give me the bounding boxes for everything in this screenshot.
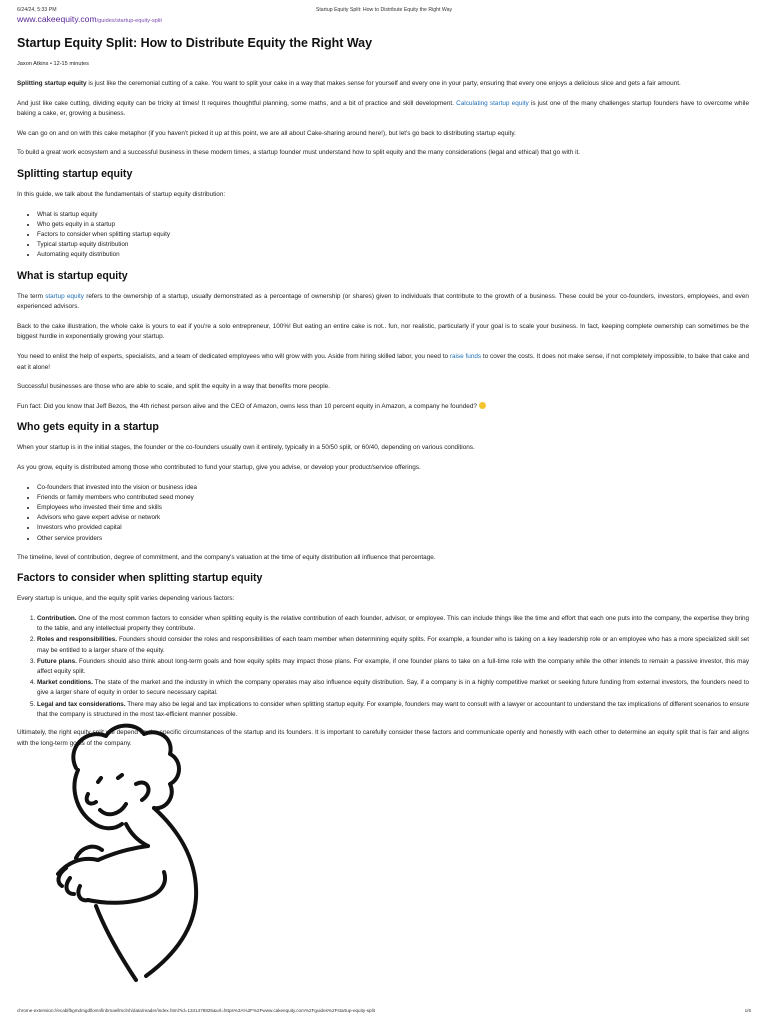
factor-name: Roles and responsibilities. — [37, 636, 118, 644]
section4-paragraph-1: Every startup is unique, and the equity split varies depending various factors: — [17, 595, 235, 603]
s2-p1-text-b: refers to the ownership of a startup, usually demonstrated as a percentage of ownership (or shares) given to individuals that contribute to the growth of a business. These could be your co-founders, investors, employees, and even experienced advisors. — [17, 292, 749, 311]
article-title: Startup Equity Split: How to Distribute Equity the Right Way — [17, 36, 373, 50]
hand-fingers — [58, 859, 98, 900]
list-item: • Typical startup equity distribution — [37, 240, 749, 250]
factor-text: Founders should consider the roles and responsibilities of each team member when determining equity splits. For example, a founder who is taking on a key leadership role or an employee who has a more specialized skill set may be entitled to a larger share of the equity. — [37, 636, 750, 654]
intro-p2-text-a: And just like cake cutting, dividing equity can be tricky at times! It requires thoughtful planning, some maths, and a bit of practice and skill development. — [17, 99, 457, 107]
face-nose — [87, 794, 96, 804]
site-url[interactable] — [17, 14, 162, 24]
arm-front — [98, 846, 148, 860]
section2-paragraph-2: Back to the cake illustration, the whole cake is yours to eat if you're a solo entrepreneur, 100%! But eating an entire cake is not.. fun, nor realistic, particularly if your goal is to scale your business. In fact, keeping complete ownership can sometimes be the biggest hurdle in exponentially growing your startup. — [17, 322, 749, 341]
intro-bold-term: Splitting startup equity — [17, 80, 87, 87]
section4-paragraph-2: Ultimately, the right equity split will depend on the specific circumstances of the startup and its founders. It is important to carefully consider these factors and communicate openly and honestly with each other to determine an equity split that is fair and aligns with the long-term goals of the company. — [17, 728, 749, 747]
list-item: • Friends or family members who contributed seed money — [37, 493, 749, 503]
equity-recipients-list — [17, 483, 749, 544]
person-illustration — [36, 718, 216, 986]
section3-paragraph-3: The timeline, level of contribution, degree of commitment, and the company's valuation at the time of equity distribution all influence that percentage. — [17, 553, 436, 561]
s2-p3-text-b: to cover the costs. It does not make sense, if not completely impossible, to bake that cake and eat it alone! — [17, 352, 749, 371]
section2-paragraph-4: Successful businesses are those who are able to scale, and split the equity in a way that benefits more people. — [17, 383, 330, 391]
factor-text: There may also be legal and tax implications to consider when splitting startup equity. For example, founders may want to consult with a lawyer or accountant to understand the tax implications of different scenarios to ensure that the company is structured in the most tax-efficient manner possible. — [37, 700, 749, 718]
list-item: • Other service providers — [37, 534, 749, 544]
intro-paragraph-3: We can go on and on with this cake metaphor (if you haven't picked it up at this point, we are all about Cake-sharing around here!), but let's go back to distributing startup equity. — [17, 129, 516, 137]
factor-name: Market conditions. — [37, 679, 93, 687]
factor-item — [37, 657, 749, 677]
section-heading-who-gets: Who gets equity in a startup — [17, 421, 159, 434]
print-footer-url: chrome-extension://ecabifbgmdmgdllomnfinbmaellmclnh/data/reader/index.html?id=1341478825&url=https%3A%2F%2Fwww.cakeequity.com%2Fguides%2Fstartup-equity-split — [17, 1008, 375, 1013]
print-datetime: 6/24/24, 5:33 PM — [17, 7, 57, 13]
factor-name: Contribution. — [37, 614, 77, 622]
factor-item — [37, 700, 749, 720]
intro-p2-text-b: is just one of the many challenges startup founders have to overcome while baking a cake, er, growing a business. — [17, 99, 749, 118]
print-footer — [17, 1008, 751, 1013]
factor-name: Future plans. — [37, 657, 77, 665]
list-item: • Who gets equity in a startup — [37, 220, 749, 230]
list-item: • Advisors who gave expert advise or network — [37, 513, 749, 523]
list-item: • Co-founders that invested into the vision or business idea — [37, 483, 749, 493]
intro-p1-text: is just like the ceremonial cutting of a cake. You want to split your cake in a way that makes sense for yourself and every one in your party, ensuring that every one enjoys a delicious slice and gets a fair amount. — [86, 80, 681, 87]
factor-name: Legal and tax considerations. — [37, 700, 126, 708]
list-item: • Automating equity distribution — [37, 250, 749, 260]
face-smile — [100, 804, 126, 814]
section3-paragraph-1: When your startup is in the initial stages, the founder or the co-founders usually own it entirely, typically in a 50/50 split, or 60/40, depending on various conditions. — [17, 444, 475, 452]
section2-paragraph-5 — [17, 402, 749, 413]
neck — [126, 824, 148, 846]
shoulder-back — [146, 808, 196, 976]
body-line — [96, 906, 136, 980]
raise-funds-link[interactable]: raise funds — [449, 352, 482, 360]
site-path: /guides/startup-equity-split — [96, 18, 162, 24]
print-page-number: 1/6 — [744, 1008, 751, 1013]
list-item: • Employees who invested their time and skills — [37, 503, 749, 513]
list-item: • Factors to consider when splitting startup equity — [37, 230, 749, 240]
smiley-emoji-icon — [479, 402, 486, 409]
s2-p3-text-a: You need to enlist the help of experts, specialists, and a team of dedicated employees who will grow with you. Aside from hiring skilled labor, you need to — [17, 352, 450, 360]
factors-list — [17, 614, 749, 720]
factor-text: The state of the market and the industry in which the company operates may also influence equity distribution. Say, if a company is in a highly competitive market or seeking future funding from external investors, the founders need to give a larger share of equity in order to secure necessary capital. — [37, 679, 749, 697]
section2-paragraph-1 — [17, 292, 749, 313]
intro-paragraph-2 — [17, 99, 749, 120]
factor-item — [37, 614, 749, 634]
section-heading-what-is: What is startup equity — [17, 269, 128, 282]
factor-text: One of the most common factors to consider when splitting equity is the relative contribution of each founder, advisor, or employee. This can include things like the time and effort that each one puts into the company, the expertise they bring to the table, and any intellectual property they contribute. — [37, 614, 749, 633]
article-byline: Jaxon Atkins • 12-15 minutes — [17, 61, 89, 67]
intro-paragraph-1 — [17, 79, 749, 90]
site-domain-link[interactable]: www.cakeequity.com — [17, 14, 97, 24]
hand-thumb — [76, 847, 102, 858]
face-ear — [136, 783, 149, 800]
factor-item — [37, 635, 749, 655]
s2-p1-text-a: The term — [17, 292, 46, 300]
list-item: • What is startup equity — [37, 210, 749, 220]
section2-paragraph-3 — [17, 352, 749, 373]
section-heading-splitting: Splitting startup equity — [17, 167, 133, 180]
print-page-title: Startup Equity Split: How to Distribute Equity the Right Way — [315, 7, 453, 13]
guide-topics-list — [17, 210, 749, 261]
article — [17, 36, 749, 758]
factor-item — [37, 678, 749, 698]
section3-paragraph-2: As you grow, equity is distributed among those who contributed to fund your startup, give you advise, or develop your product/service offerings. — [17, 463, 421, 471]
list-item: • Investors who provided capital — [37, 523, 749, 533]
arm-lower — [88, 872, 165, 903]
factor-text: Founders should also think about long-term goals and how equity splits may impact those plans. For example, if one founder plans to take on a full-time role with the company while the other intends to remain a passive investor, this may affect equity split. — [37, 657, 749, 675]
section1-paragraph: In this guide, we talk about the fundamentals of startup equity distribution: — [17, 190, 226, 198]
face-eye — [98, 778, 101, 782]
fun-fact-text: Fun fact: Did you know that Jeff Bezos, the 4th richest person alive and the CEO of Amazon, owns less than 10 percent equity in Amazon, a company he founded? — [17, 402, 477, 410]
section-heading-factors: Factors to consider when splitting startup equity — [17, 572, 263, 585]
calculating-equity-link[interactable]: Calculating startup equity — [456, 99, 529, 107]
intro-paragraph-4: To build a great work ecosystem and a successful business in these modern times, a startup founder must understand how to split equity and the many considerations (legal and ethical) that go with it. — [17, 149, 581, 157]
startup-equity-link[interactable]: startup equity — [45, 292, 84, 300]
face-eye-2 — [118, 775, 122, 778]
